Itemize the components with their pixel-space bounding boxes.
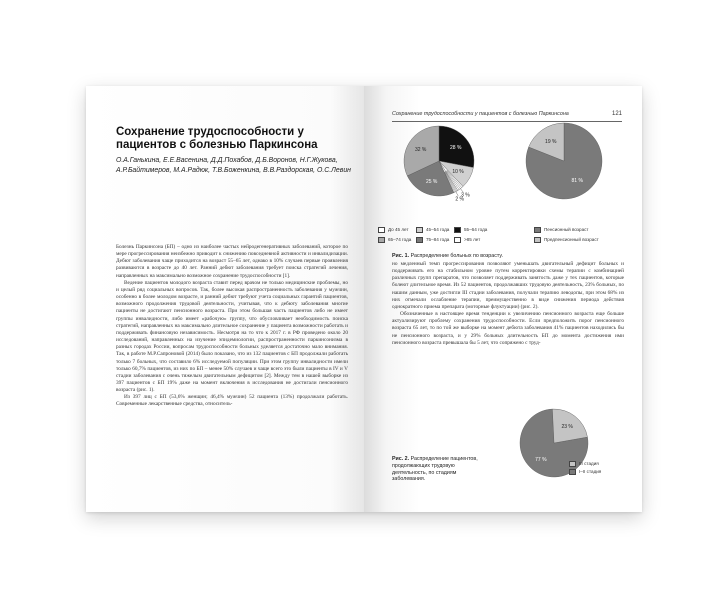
- paragraph: Ведение пациентов молодого возраста ставит перед врачом не только медицинские проблемы, но и целый ряд социальных вопросов. Так, более высокая распространенность заболевания у мужчин, особенно в более молодом возрасте, и ранний дебют требуют учета социальных гарантий пациентов, возможного продолжения трудовой деятельности, учитывая, что к дебюту заболевания многие пациенты не достигают пенсионного возраста. При этом большая часть пациентов либо не имеет группы инвалидности, либо имеет «рабочую» группу, что обусловливает необходимость поиска стратегий, направленных на максимально длительное сохранение у пациента возможности работать и поддерживать финансовую независимость. Несмотря на то что к 2017 г. в РФ проведено около 20 исследований, направленных на изучение эпидемиологии, распространенности паркинсонизма в разных городах России, вопросам трудоспособности больных уделяется достаточно мало внимания. Так, в работе М.Р.Сапроновой (2014) было показано, что из 132 пациентов с БП продолжали работать только 7 больных, что составило 6% исследуемой популяции. При этом группу инвалидности имели только 60,7% пациентов, из них по БП – менее 50% случаев и чаще всего это были пациенты в IV и V стадии заболевания с очень тяжелым двигательным дефицитом [2]. Между тем в нашей выборке из 397 пациентов с БП 19% даже на момент включения в исследования не достигали пенсионного возраста (рис. 1).: [116, 279, 348, 394]
- left-page: [86, 86, 364, 512]
- legend-item: [378, 237, 411, 243]
- legend-swatch: [454, 227, 461, 233]
- legend-swatch: [378, 237, 385, 243]
- legend-item: [454, 227, 487, 233]
- pie-slice-label: 77 %: [535, 457, 547, 464]
- right-body-text: [392, 261, 624, 347]
- legend-label: Пенсионный возраст: [544, 227, 589, 233]
- legend-swatch: [569, 461, 576, 467]
- paragraph: но медленный темп прогрессирования позволяют уменьшать двигательный дефицит больных и поддерживать его на стабильном уровне путем корректировки схемы терапии с комбинацией различных групп препаратов, что позволяет поддерживать занятость даже у тех пациентов, которые болеют длительное время. Из 52 пациентов, продолжавших трудовую деятельность, 23% больных, по нашим данным, уже достигли III стадии заболевания, получали терапию леводопы, при этом 68% из них отмечали ослабление терапии, преимущественно в виде снижения периода действия однократного приема препарата (моторные флуктуации) (рис. 2).: [392, 261, 624, 310]
- paragraph: Обозначенные в настоящее время тенденции к увеличению пенсионного возраста еще больше актуализируют проблему сохранения трудоспособности. Если предположить порог пенсионного возраста 65 лет, то по той же выборке на момент дебюта заболевания 41% пациентов находились бы не пенсионного возраста, и у 29% больных длительность БП до момента достижения ими пенсионного возраста превышала бы 5 лет, что сопряжено с труд-: [392, 311, 624, 346]
- legend-item: [416, 237, 449, 243]
- right-page: [364, 86, 642, 512]
- pie-slice-label: 3 %: [461, 192, 470, 199]
- book-spread: [86, 86, 642, 512]
- legend-label: III стадия: [579, 461, 599, 467]
- pie-slice-label: 2 %: [455, 196, 465, 203]
- pie-chart-1: [404, 126, 474, 202]
- legend-label: Предпенсионный возраст: [544, 237, 599, 243]
- article-title: Сохранение трудоспособности у пациентов с болезнью Паркинсона: [116, 126, 318, 151]
- pie-slice-label: 32 %: [414, 146, 427, 153]
- figure1-caption: [392, 253, 592, 260]
- left-body-text: [116, 244, 348, 409]
- pie-slice-label: 10 %: [452, 169, 464, 176]
- legend-swatch: [454, 237, 461, 243]
- figure1-caption-text: Распределение больных по возрасту.: [410, 253, 503, 259]
- legend-item: [416, 227, 449, 233]
- running-header-text: Сохранение трудоспособности у пациентов с болезнью Паркинсона: [392, 111, 569, 117]
- legend-item: [534, 237, 599, 243]
- pie-slice-label: 25 %: [425, 179, 438, 186]
- pie-slice-label: 23 %: [561, 424, 573, 431]
- legend-label: I–II стадия: [579, 469, 602, 475]
- legend-item: [569, 469, 601, 475]
- legend-label: 45–54 года: [426, 227, 450, 233]
- figure2-caption-label: Рис. 2.: [392, 456, 410, 462]
- paragraph: Болезнь Паркинсона (БП) – одно из наиболее частых нейродегенеративных заболеваний, которое по мере прогрессирования неизбежно приводит к снижению повседневной активности и инвалидизации. Дебют заболевания чаще приходится на возраст 55–65 лет, однако в 10% случаев первые проявления развиваются в возрасте до 40 лет. Ранний дебют заболевания требует поиска стратегий лечения, направленных на максимально возможное сохранение трудоспособности [1].: [116, 244, 348, 279]
- legend-swatch: [416, 227, 423, 233]
- legend-label: 55–64 года: [464, 227, 488, 233]
- pie-chart-2: [526, 123, 602, 199]
- page-number: 121: [611, 111, 622, 117]
- legend-swatch: [416, 237, 423, 243]
- pie-slice-label: 19 %: [545, 139, 557, 146]
- legend-swatch: [534, 227, 541, 233]
- paragraph: Из 397 лиц с БП (53,6% женщин; 46,4% мужчин) 52 пациента (13%) продолжали работать. Современные лекарственные средства, относитель-: [116, 394, 348, 408]
- pie-slice-label: 81 %: [571, 178, 583, 185]
- legend-item: [569, 461, 599, 467]
- legend-label: >85 лет: [464, 237, 481, 243]
- figure2-caption: [392, 456, 487, 483]
- legend-label: 65–74 года: [388, 237, 412, 243]
- legend-swatch: [569, 469, 576, 475]
- figure2-legend-stages: [569, 461, 639, 481]
- legend-swatch: [378, 227, 385, 233]
- legend-item: [378, 227, 409, 233]
- legend-item: [534, 227, 589, 233]
- legend-label: 75–84 года: [426, 237, 450, 243]
- pie-slice-label: 28 %: [450, 144, 462, 151]
- article-authors: О.А.Ганькина, Е.Е.Васенина, Д.Д.Похабов, Д.Б.Воронов, Н.Г.Жукова, А.Р.Байтимеров, М.А.Радюк, Т.В.Боженкина, В.В.Раздорская, О.С.Левин: [116, 157, 351, 174]
- figure1-caption-label: Рис. 1.: [392, 253, 410, 259]
- legend-label: До 45 лет: [388, 227, 409, 233]
- figure2-caption-text: Распределение пациентов, продолжающих трудовую деятельность, по стадиям заболевания.: [392, 456, 478, 483]
- legend-item: [454, 237, 480, 243]
- legend-swatch: [534, 237, 541, 243]
